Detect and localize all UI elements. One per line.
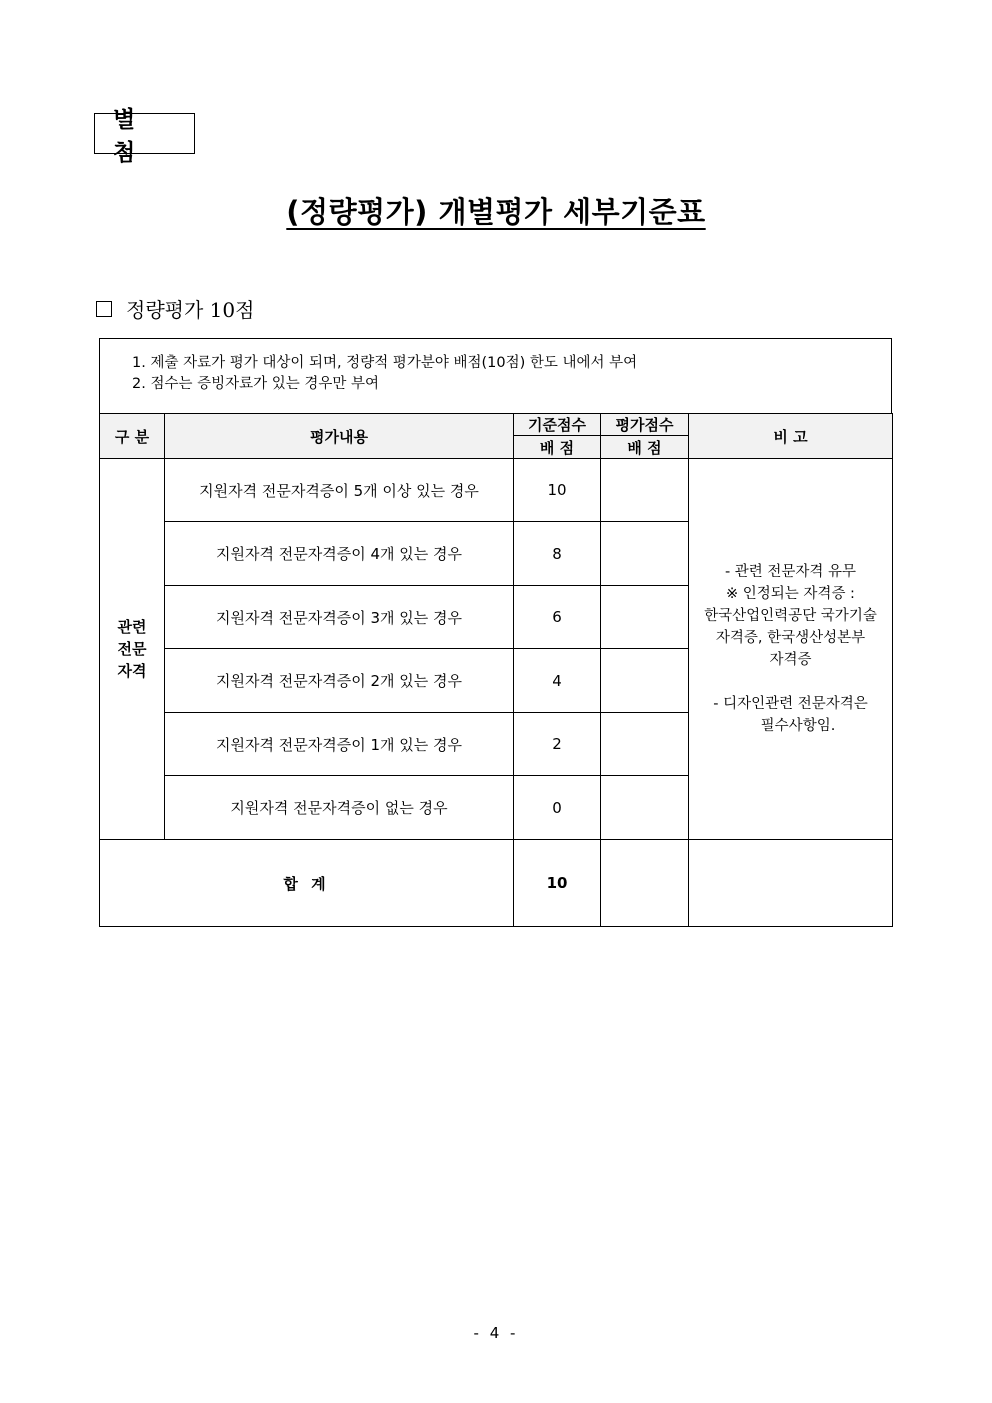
remark-line: 자격증, 한국생산성본부 (715, 630, 866, 646)
category-line: 전문 (117, 640, 147, 658)
row-score: 0 (514, 776, 601, 840)
remarks-cell (689, 459, 893, 840)
total-eval-score[interactable] (601, 840, 689, 927)
total-label: 합 계 (100, 840, 514, 927)
page-number: - 4 - (473, 1324, 519, 1342)
total-row (100, 840, 893, 927)
header-allot-base: 배 점 (514, 436, 601, 459)
total-remarks (689, 840, 893, 927)
notes-box (99, 338, 892, 414)
document-title-text: (정량평가) 개별평가 세부기준표 (286, 195, 706, 229)
total-score: 10 (514, 840, 601, 927)
document-title (0, 190, 992, 231)
row-eval-score[interactable] (601, 713, 689, 776)
remark-line: - 디자인관련 전문자격은 (713, 696, 868, 712)
remark-spacer (689, 671, 892, 693)
remark-line: ※ 인정되는 자격증 : (726, 586, 855, 602)
row-score: 2 (514, 713, 601, 776)
header-content: 평가내용 (165, 414, 514, 459)
category-line: 관련 (117, 618, 147, 636)
section-heading (96, 294, 254, 323)
remark-line: 한국산업인력공단 국가기술 (704, 608, 877, 624)
row-content: 지원자격 전문자격증이 2개 있는 경우 (165, 649, 514, 713)
header-eval-score: 평가점수 (601, 414, 689, 436)
table-row (100, 459, 893, 522)
remark-line: 필수사항임. (760, 718, 836, 734)
header-remarks: 비 고 (689, 414, 893, 459)
header-category: 구 분 (100, 414, 165, 459)
header-allot-eval: 배 점 (601, 436, 689, 459)
row-content: 지원자격 전문자격증이 없는 경우 (165, 776, 514, 840)
header-row (100, 414, 893, 436)
row-eval-score[interactable] (601, 586, 689, 649)
category-cell (100, 459, 165, 840)
attachment-label: 별 첨 (94, 113, 195, 154)
category-line: 자격 (117, 662, 147, 680)
section-heading-text: 정량평가 10점 (126, 298, 255, 322)
row-content: 지원자격 전문자격증이 4개 있는 경우 (165, 522, 514, 586)
note-item: 1. 제출 자료가 평가 대상이 되며, 정량적 평가분야 배점(10점) 한도 내에서 부여 (132, 355, 638, 371)
remark-line: 자격증 (769, 652, 812, 668)
row-content: 지원자격 전문자격증이 1개 있는 경우 (165, 713, 514, 776)
note-item: 2. 점수는 증빙자료가 있는 경우만 부여 (132, 376, 379, 392)
remark-line: - 관련 전문자격 유무 (724, 564, 857, 580)
row-content: 지원자격 전문자격증이 3개 있는 경우 (165, 586, 514, 649)
row-score: 10 (514, 459, 601, 522)
criteria-table (99, 413, 893, 927)
row-eval-score[interactable] (601, 649, 689, 713)
row-eval-score[interactable] (601, 459, 689, 522)
row-score: 8 (514, 522, 601, 586)
row-score: 6 (514, 586, 601, 649)
row-score: 4 (514, 649, 601, 713)
row-eval-score[interactable] (601, 522, 689, 586)
header-base-score: 기준점수 (514, 414, 601, 436)
row-eval-score[interactable] (601, 776, 689, 840)
checkbox-icon (96, 301, 112, 317)
row-content: 지원자격 전문자격증이 5개 이상 있는 경우 (165, 459, 514, 522)
